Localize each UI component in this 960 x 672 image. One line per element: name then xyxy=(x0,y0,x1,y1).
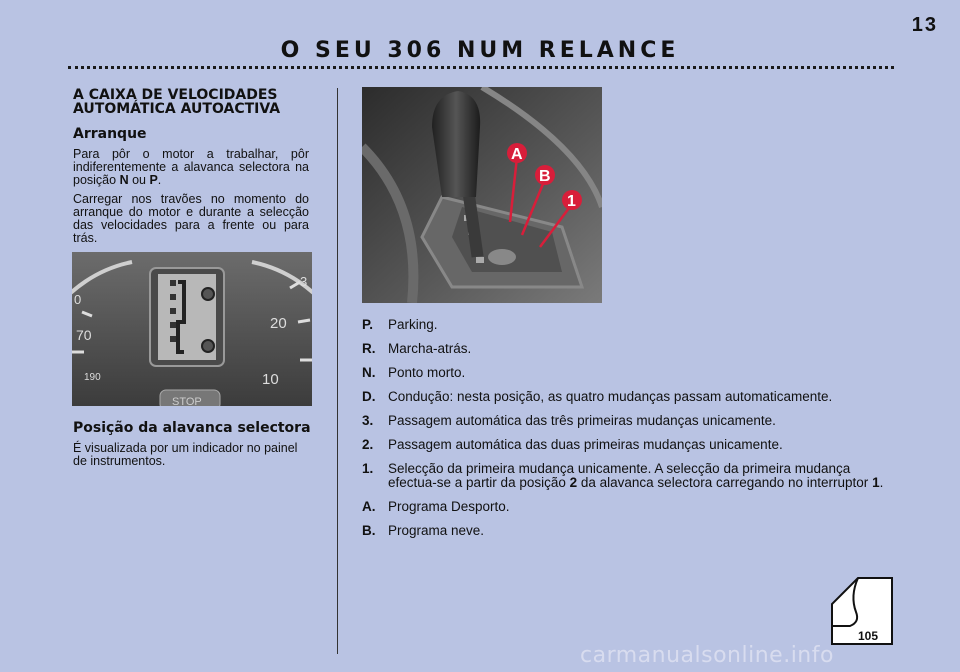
legend-item-2 xyxy=(362,438,890,452)
legend-key: B. xyxy=(362,523,376,538)
legend-key: 2. xyxy=(362,437,374,452)
legend-text-mid: da alavanca selectora carregando no interruptor xyxy=(577,475,873,490)
start-text-end: . xyxy=(157,173,162,187)
page-box-number: 105 xyxy=(858,629,879,643)
dial-left-0: 0 xyxy=(74,292,82,307)
legend-key: R. xyxy=(362,341,376,356)
legend-key: 3. xyxy=(362,413,374,428)
left-column-lower xyxy=(73,420,313,474)
section-title: A CAIXA DE VELOCIDADES AUTOMÁTICA AUTOACTIVA xyxy=(73,87,281,117)
page-tab-icon xyxy=(828,576,894,646)
gear-lever-illustration xyxy=(362,87,602,303)
legend-key: D. xyxy=(362,389,376,404)
dial-right-3: 3 xyxy=(300,274,308,289)
subheading-lever-position: Posição da alavanca selectora xyxy=(73,420,311,436)
callout-1: 1 xyxy=(567,193,576,210)
position-n: N xyxy=(119,173,129,187)
page-tab-box xyxy=(828,576,894,646)
legend-bold-2: 2 xyxy=(569,475,578,490)
lever-position-paragraph: É visualizada por um indicador no painel de instrumentos. xyxy=(73,441,298,468)
stop-label: STOP xyxy=(172,396,202,406)
legend-item-a xyxy=(362,500,890,514)
instrument-cluster-illustration xyxy=(72,252,312,406)
dial-left-70: 70 xyxy=(76,327,92,343)
legend-item-d xyxy=(362,390,890,404)
legend-bold-1: 1 xyxy=(872,475,880,490)
legend-text: Parking. xyxy=(388,317,438,332)
legend-item-3 xyxy=(362,414,890,428)
dial-left-190: 190 xyxy=(84,372,101,383)
legend-text xyxy=(388,462,890,490)
subheading-start: Arranque xyxy=(73,126,147,142)
legend-key: N. xyxy=(362,365,376,380)
legend-text: Condução: nesta posição, as quatro mudanças passam automaticamente. xyxy=(388,389,833,404)
legend-key: P. xyxy=(362,317,374,332)
legend-text: Ponto morto. xyxy=(388,365,466,380)
callout-a: A xyxy=(511,146,523,163)
legend-key: 1. xyxy=(362,461,374,476)
legend-text-suffix: . xyxy=(879,475,884,490)
start-paragraph xyxy=(73,148,309,187)
left-column xyxy=(73,88,309,251)
page-title: O SEU 306 NUM RELANCE xyxy=(280,38,680,63)
legend-key: A. xyxy=(362,499,376,514)
watermark: carmanualsonline.info xyxy=(580,643,834,668)
legend-item-b xyxy=(362,524,890,538)
page-number: 13 xyxy=(911,14,938,36)
legend-item-r xyxy=(362,342,890,356)
instrument-cluster-figure xyxy=(72,252,312,406)
start-text: Para pôr o motor a trabalhar, pôr indiferentemente a alavanca selectora na posição xyxy=(73,147,309,187)
legend-text: Programa neve. xyxy=(388,523,485,538)
position-p: P xyxy=(149,173,158,187)
position-legend xyxy=(362,318,890,548)
start-text-or: ou xyxy=(128,173,150,187)
title-dotted-divider xyxy=(68,66,894,69)
legend-item-n xyxy=(362,366,890,380)
brake-paragraph: Carregar nos travões no momento do arranque do motor e durante a selecção das velocidades para a frente ou para trás. xyxy=(73,192,309,245)
gear-lever-figure xyxy=(362,87,602,303)
dial-right-10: 10 xyxy=(262,371,279,388)
legend-item-p xyxy=(362,318,890,332)
legend-text: Passagem automática das duas primeiras mudanças unicamente. xyxy=(388,437,783,452)
column-divider xyxy=(337,88,338,654)
callout-b: B xyxy=(539,168,551,185)
legend-item-1 xyxy=(362,462,890,490)
legend-text: Marcha-atrás. xyxy=(388,341,472,356)
legend-text: Passagem automática das três primeiras mudanças unicamente. xyxy=(388,413,776,428)
dial-right-20: 20 xyxy=(270,315,287,332)
legend-text-prefix: Selecção da primeira mudança unicamente. A selecção da primeira mudança efectua-se a partir da posição xyxy=(388,461,851,490)
legend-text: Programa Desporto. xyxy=(388,499,510,514)
